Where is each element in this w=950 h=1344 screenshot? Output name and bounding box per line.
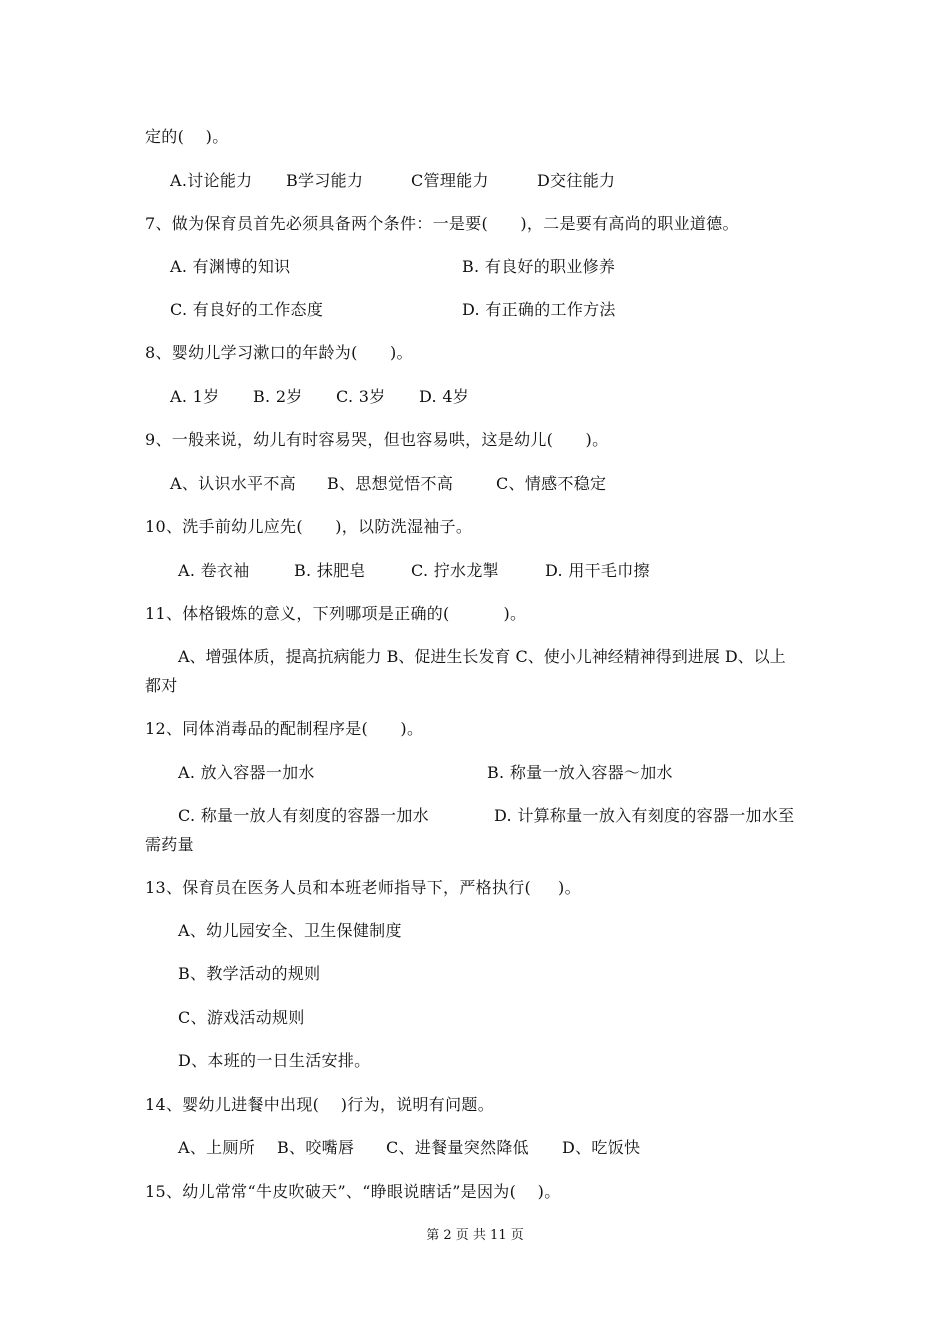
question-9-option-b: B、思想觉悟不高 (327, 474, 454, 493)
question-8-stem: 8、婴幼儿学习漱口的年龄为( )。 (145, 343, 413, 362)
question-10-option-a: A. 卷衣袖 (178, 561, 250, 580)
question-14-option-a: A、上厕所 (178, 1138, 256, 1157)
question-7-option-d: D. 有正确的工作方法 (462, 300, 616, 319)
question-12-option-d-wrap: 需药量 (145, 835, 194, 854)
question-14-option-d: D、吃饭快 (562, 1138, 641, 1157)
question-12-option-c: C. 称量一放人有刻度的容器一加水 (178, 806, 429, 825)
question-13-option-a: A、幼儿园安全、卫生保健制度 (178, 921, 402, 940)
question-10-option-d: D. 用干毛巾擦 (545, 561, 650, 580)
question-12-option-b: B. 称量一放入容器～加水 (487, 763, 673, 782)
question-7-option-b: B. 有良好的职业修养 (462, 257, 616, 276)
question-14-option-c: C、进餐量突然降低 (386, 1138, 529, 1157)
question-8-option-b: B. 2岁 (253, 387, 303, 406)
question-7-option-c: C. 有良好的工作态度 (170, 300, 324, 319)
question-9-option-a: A、认识水平不高 (170, 474, 296, 493)
question-11-stem: 11、体格锻炼的意义，下列哪项是正确的( )。 (145, 604, 527, 623)
page-number-footer: 第 2 页 共 11 页 (426, 1228, 524, 1243)
question-7-stem: 7、做为保育员首先必须具备两个条件：一是要( )，二是要有高尚的职业道德。 (145, 214, 739, 233)
question-13-stem: 13、保育员在医务人员和本班老师指导下，严格执行( )。 (145, 878, 581, 897)
question-13-option-c: C、游戏活动规则 (178, 1008, 305, 1027)
question-6-option-b: B学习能力 (286, 171, 364, 190)
question-7-option-a: A. 有渊博的知识 (170, 257, 291, 276)
question-14-stem: 14、婴幼儿进餐中出现( )行为，说明有问题。 (145, 1095, 494, 1114)
question-14-option-b: B、咬嘴唇 (277, 1138, 355, 1157)
question-9-option-c: C、情感不稳定 (496, 474, 607, 493)
question-15-stem: 15、幼儿常常“牛皮吹破天”、“睁眼说瞎话”是因为( )。 (145, 1182, 561, 1201)
question-10-option-c: C. 拧水龙掣 (411, 561, 499, 580)
question-13-option-b: B、教学活动的规则 (178, 964, 321, 983)
question-6-option-c: C管理能力 (411, 171, 489, 190)
question-8-option-c: C. 3岁 (336, 387, 386, 406)
question-12-stem: 12、同体消毒品的配制程序是( )。 (145, 719, 424, 738)
question-8-option-a: A. 1岁 (170, 387, 220, 406)
question-6-stem-continued: 定的( )。 (145, 127, 229, 146)
question-6-option-a: A.讨论能力 (170, 171, 253, 190)
question-10-option-b: B. 抹肥皂 (294, 561, 366, 580)
question-9-stem: 9、一般来说，幼儿有时容易哭，但也容易哄，这是幼儿( )。 (145, 430, 609, 449)
question-11-options: A、增强体质，提高抗病能力 B、促进生长发育 C、使小儿神经精神得到进展 D、以上 (178, 647, 786, 666)
question-11-options-wrap: 都对 (145, 676, 178, 695)
question-13-option-d: D、本班的一日生活安排。 (178, 1051, 371, 1070)
question-12-option-d: D. 计算称量一放入有刻度的容器一加水至 (494, 806, 795, 825)
question-12-option-a: A. 放入容器一加水 (178, 763, 315, 782)
question-8-option-d: D. 4岁 (419, 387, 470, 406)
question-6-option-d: D交往能力 (537, 171, 616, 190)
question-10-stem: 10、洗手前幼儿应先( )，以防洗湿袖子。 (145, 517, 473, 536)
